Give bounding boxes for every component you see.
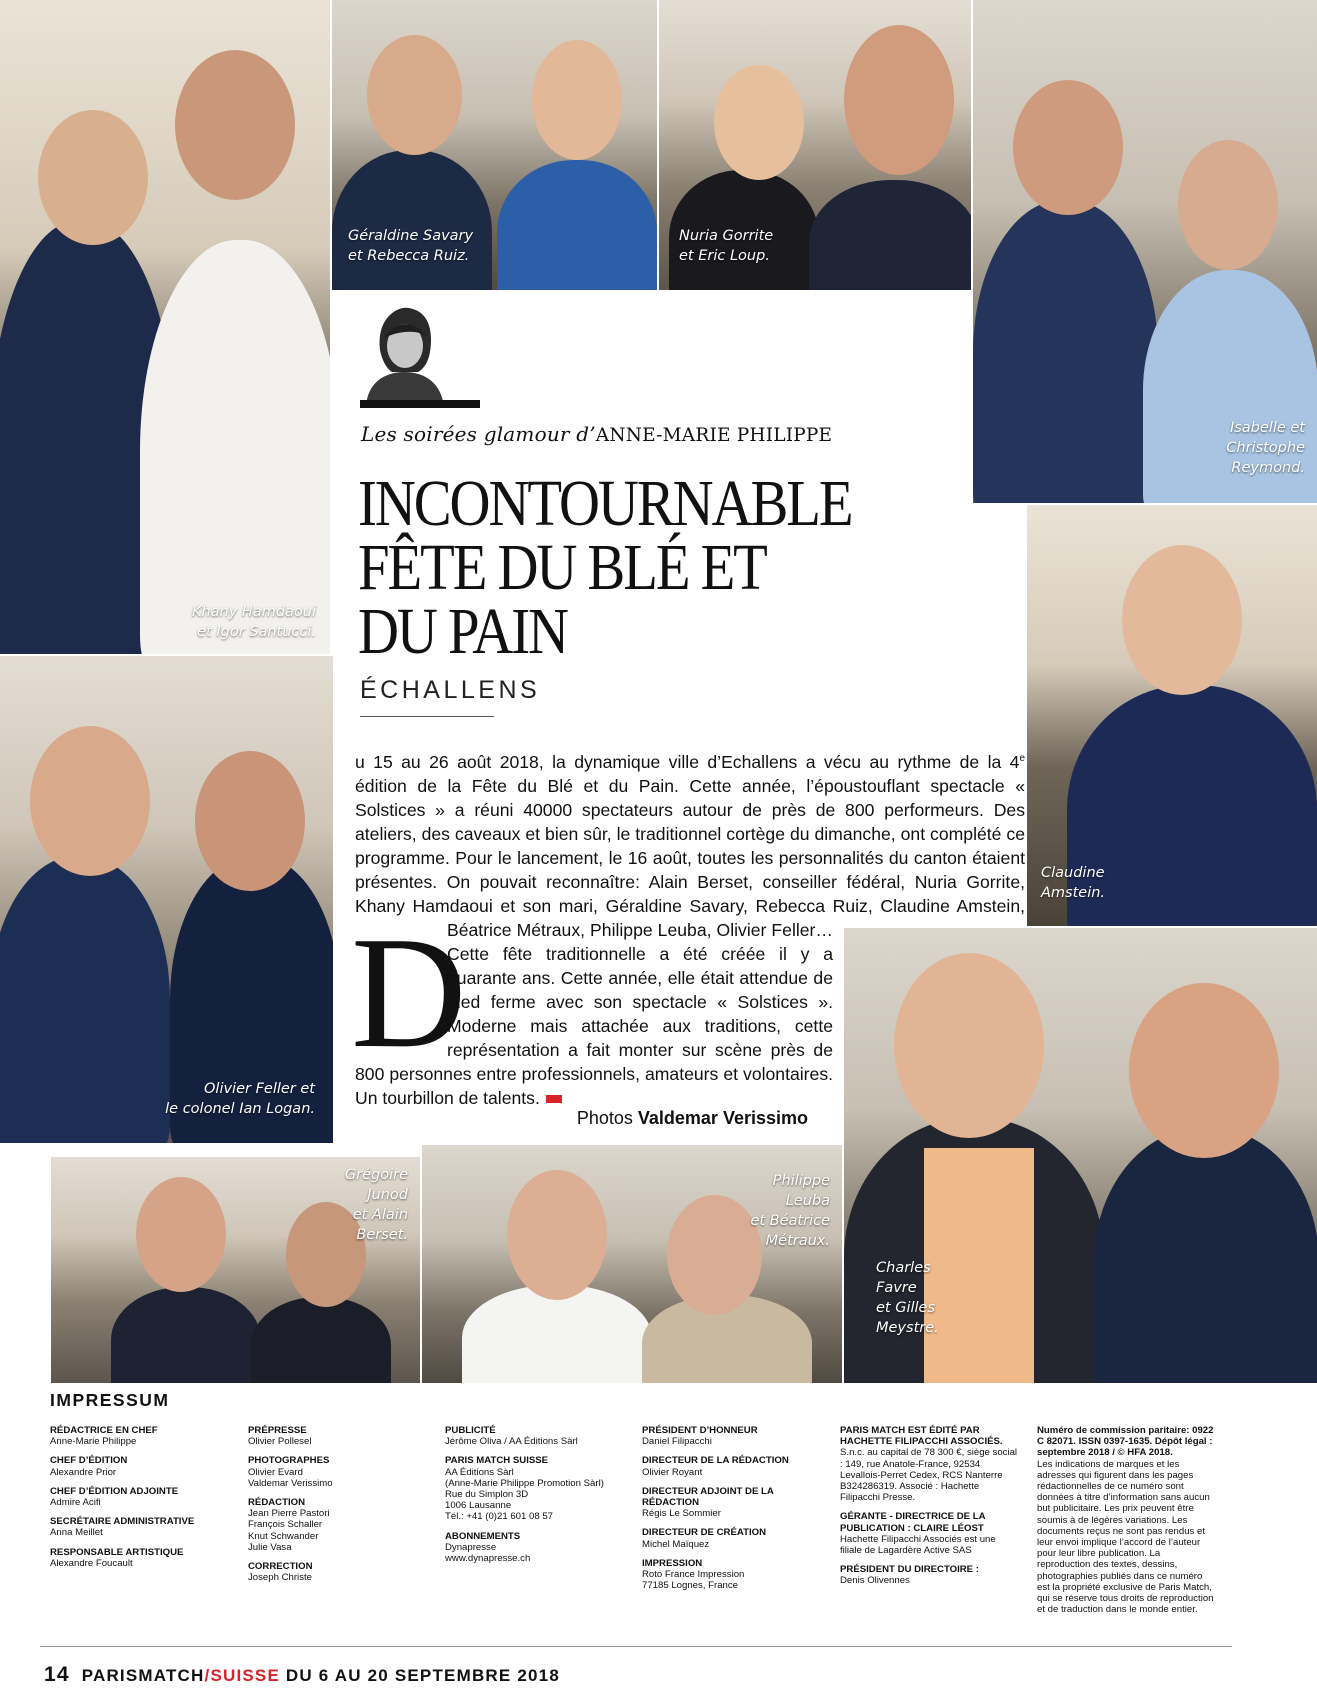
impressum-column — [642, 1425, 812, 1591]
impressum-value: Les indications de marques et les adresses qui figurent dans les pages rédactionnelles de ce numéro sont données à titre d’information sans aucun but publicitaire. Les prix peuvent être soumis à de légères variations. Les documents reçus ne sont pas rendus et leur envoi implique l’accord de l’auteur pour leur libre publication. La reproduction des textes, dessins, photographies publiés dans ce numéro est la propriété exclusive de Paris Match, qui se réserve tous droits de reproduction et de traduction dans le monde entier. — [1037, 1458, 1214, 1616]
impressum-value: Daniel Filipacchi — [642, 1436, 712, 1448]
impressum-heading: PRÉSIDENT DU DIRECTOIRE : — [840, 1564, 979, 1576]
caption-charles — [876, 1258, 939, 1338]
caption-line: Amstein. — [1041, 885, 1106, 901]
impressum-value: Valdemar Verissimo — [248, 1477, 333, 1489]
location-rule — [360, 716, 494, 717]
impressum-value: Olivier Pollesel — [248, 1436, 312, 1448]
impressum-value: Roto France Impression — [642, 1569, 745, 1581]
impressum-heading: PARIS MATCH SUISSE — [445, 1455, 549, 1467]
caption-line: Leuba — [785, 1193, 830, 1209]
impressum-title: IMPRESSUM — [50, 1390, 170, 1410]
caption-line: Khany Hamdaoui — [191, 604, 316, 620]
impressum-value: 77185 Lognes, France — [642, 1580, 739, 1592]
impressum-value: Tél.: +41 (0)21 601 08 57 — [445, 1511, 554, 1523]
caption-gregoire — [345, 1165, 408, 1245]
impressum-heading: CORRECTION — [248, 1561, 313, 1573]
impressum-heading: PRÉSIDENT D’HONNEUR — [642, 1425, 758, 1436]
impressum-heading: ABONNEMENTS — [445, 1530, 521, 1542]
impressum-heading: GÉRANTE - DIRECTRICE DE LA PUBLICATION : CLAIRE LÉOST — [840, 1511, 986, 1534]
impressum-value: François Schaller — [248, 1519, 323, 1531]
photo-philippe-leuba-beatrice-metraux — [422, 1145, 842, 1383]
caption-line: et Béatrice — [750, 1213, 830, 1229]
end-mark-icon — [546, 1095, 562, 1103]
caption-line: Reymond. — [1231, 460, 1305, 476]
photo-credit-label: Photos — [576, 1108, 638, 1128]
impressum-heading: DIRECTEUR ADJOINT DE LA RÉDACTION — [642, 1485, 774, 1509]
body-text: u 15 au 26 août 2018, la dynamique ville d’Echallens a vécu au rythme de la 4 — [355, 751, 1020, 772]
caption-line: Métraux. — [765, 1233, 830, 1249]
caption-line: Meystre. — [876, 1320, 939, 1336]
impressum-heading: RÉDACTION — [248, 1497, 306, 1509]
issue-date: DU 6 AU 20 SEPTEMBRE 2018 — [280, 1666, 560, 1685]
impressum-value: Dynapresse — [445, 1541, 497, 1553]
portrait-divider — [360, 400, 480, 408]
caption-khany — [192, 602, 316, 642]
impressum-heading: PARIS MATCH EST ÉDITÉ PAR HACHETTE FILIPACCHI ASSOCIÉS. — [840, 1425, 1003, 1448]
photo-geraldine-savary-rebecca-ruiz — [332, 0, 657, 290]
page-title — [358, 467, 852, 668]
impressum-heading: SECRÉTAIRE ADMINISTRATIVE — [50, 1516, 195, 1528]
impressum-heading: PRÉPRESSE — [248, 1425, 307, 1436]
caption-line: Junod — [367, 1187, 408, 1203]
impressum-value: Denis Olivennes — [840, 1575, 910, 1587]
caption-line: Isabelle et — [1229, 420, 1305, 436]
impressum-column — [840, 1425, 1018, 1587]
impressum-value: Hachette Filipacchi Associés est une filiale de Lagardère Active SAS — [840, 1533, 996, 1557]
caption-line: Grégoire — [344, 1167, 408, 1183]
caption-nuria — [679, 226, 773, 266]
impressum-heading: DIRECTEUR DE LA RÉDACTION — [642, 1455, 789, 1467]
impressum-column — [1037, 1425, 1215, 1615]
impressum-value: Olivier Royant — [642, 1466, 703, 1478]
impressum-value: Rue du Simplon 3D — [445, 1489, 529, 1501]
impressum-value: Jérôme Oliva / AA Éditions Sàrl — [445, 1436, 578, 1448]
impressum-heading: CHEF D’ÉDITION ADJOINTE — [50, 1485, 179, 1497]
impressum-value: Joseph Christe — [248, 1572, 312, 1584]
impressum-value: Michel Maïquez — [642, 1538, 710, 1550]
caption-line: et Eric Loup. — [679, 248, 770, 264]
title-line: FÊTE DU BLÉ ET — [358, 531, 766, 604]
caption-line: Olivier Feller et — [204, 1081, 315, 1097]
body-sup: e — [1019, 753, 1025, 764]
impressum-heading: PHOTOGRAPHES — [248, 1455, 330, 1467]
caption-line: et Igor Santucci. — [197, 624, 316, 640]
caption-line: Christophe — [1226, 440, 1305, 456]
caption-line: et Alain — [352, 1207, 408, 1223]
caption-line: Philippe — [772, 1173, 830, 1189]
photo-isabelle-christophe-reymond — [973, 0, 1317, 503]
impressum-column — [50, 1425, 220, 1569]
caption-claudine — [1041, 863, 1105, 903]
impressum-value: Anna Meillet — [50, 1527, 103, 1539]
series-label — [361, 422, 832, 446]
wrap-spacer — [833, 929, 1025, 1119]
caption-isabelle — [1226, 418, 1305, 478]
caption-line: Nuria Gorrite — [679, 228, 774, 244]
impressum-heading: IMPRESSION — [642, 1557, 703, 1569]
title-line: DU PAIN — [358, 595, 567, 668]
impressum-value: Admire Acifi — [50, 1497, 101, 1509]
drop-cap: D — [351, 903, 467, 1081]
photo-olivier-feller-ian-logan — [0, 656, 333, 1143]
photo-credit-name: Valdemar Verissimo — [637, 1108, 808, 1128]
caption-line: le colonel Ian Logan. — [165, 1101, 315, 1117]
impressum-value: Julie Vasa — [248, 1541, 292, 1553]
photo-nuria-gorrite-eric-loup — [659, 0, 971, 290]
title-line: INCONTOURNABLE — [358, 467, 852, 540]
caption-olivier — [165, 1079, 315, 1119]
impressum-heading: DIRECTEUR DE CRÉATION — [642, 1527, 767, 1539]
impressum-heading: RESPONSABLE ARTISTIQUE — [50, 1546, 184, 1558]
impressum-value: www.dynapresse.ch — [445, 1553, 531, 1565]
caption-line: Claudine — [1041, 865, 1105, 881]
impressum-value: 1006 Lausanne — [445, 1500, 512, 1512]
impressum-heading: Numéro de commission paritaire: 0922 C 82071. ISSN 0397-1635. Dépôt légal : septembre 2018 / © HFA 2018. — [1037, 1425, 1214, 1459]
photo-credit — [540, 1108, 808, 1129]
impressum-heading: CHEF D’ÉDITION — [50, 1455, 128, 1467]
caption-line: et Rebecca Ruiz. — [348, 248, 470, 264]
photo-khany-hamdaoui-igor-santucci — [0, 0, 330, 654]
location-label: ÉCHALLENS — [360, 676, 541, 704]
caption-line: Charles — [876, 1260, 931, 1276]
caption-line: Géraldine Savary — [348, 228, 474, 244]
page-number: 14 — [44, 1663, 70, 1686]
footer-rule — [40, 1646, 1232, 1647]
photo-claudine-amstein — [1027, 505, 1317, 926]
body-text: édition de la Fête du Blé et du Pain. Cette année, l’époustouflant spectacle « Solstices » a réuni 40000 spectateurs autour de près de 800 performeurs. Des ateliers, des caveaux et bien sûr, le traditionnel cortège du dimanche, ont complété ce programme. Pour le lancement, le 16 août, toutes les personnalités du canton étaient présentes. On pouvait reconnaître: Alain Berset, conseiller fédéral, Nuria Gorrite, Khany Hamdaoui et son mari, Géraldine Savary, Rebecca Ruiz, Claudine Amstein, Béatrice Métraux, Philippe Leuba, Olivier Feller… Cette fête traditionnelle a été créée il y a quarante ans. Cette année, elle était attendue de pied ferme avec son spectacle « Solstices ». Moderne mais attachée aux traditions, cette représentation a fait monter sur scène près de 800 personnes entre professionnels, amateurs et volontaires. Un tourbillon de talents. — [355, 775, 1025, 1108]
caption-line: et Gilles — [876, 1300, 936, 1316]
impressum-value: Alexandre Prior — [50, 1466, 117, 1478]
author-portrait — [348, 300, 460, 406]
impressum-value: S.n.c. au capital de 78 300 €, siège social : 149, rue Anatole-France, 92534 Levallois-Perret Cedex, RCS Nanterre B324286319. Associé : Hachette Filipacchi Presse. — [840, 1447, 1018, 1504]
impressum-value: Régis Le Sommier — [642, 1508, 721, 1520]
caption-geraldine — [348, 226, 473, 266]
magazine-edition: /SUISSE — [204, 1666, 280, 1685]
impressum-value: AA Éditions Sàrl — [445, 1466, 514, 1478]
series-author: ANNE-MARIE PHILIPPE — [595, 425, 833, 446]
impressum-value: Alexandre Foucault — [50, 1557, 133, 1569]
impressum-value: Anne-Marie Philippe — [50, 1436, 137, 1448]
impressum-heading: RÉDACTRICE EN CHEF — [50, 1425, 158, 1436]
impressum-column — [248, 1425, 418, 1583]
magazine-brand: PARISMATCH — [81, 1666, 205, 1685]
caption-philippe — [750, 1171, 830, 1251]
caption-line: Favre — [876, 1280, 917, 1296]
impressum-value: (Anne-Marie Philippe Promotion Sàrl) — [445, 1477, 604, 1489]
impressum-value: Olivier Evard — [248, 1466, 303, 1478]
impressum-value: Jean Pierre Pastori — [248, 1508, 330, 1520]
caption-line: Berset. — [356, 1227, 408, 1243]
article-body — [351, 747, 1025, 1119]
impressum-value: Knut Schwander — [248, 1530, 319, 1542]
impressum-column — [445, 1425, 620, 1564]
page-footer — [44, 1663, 560, 1687]
photo-gregoire-junod-alain-berset — [51, 1157, 420, 1383]
series-prefix: Les soirées glamour d’ — [361, 422, 596, 446]
impressum-heading: PUBLICITÉ — [445, 1425, 496, 1436]
